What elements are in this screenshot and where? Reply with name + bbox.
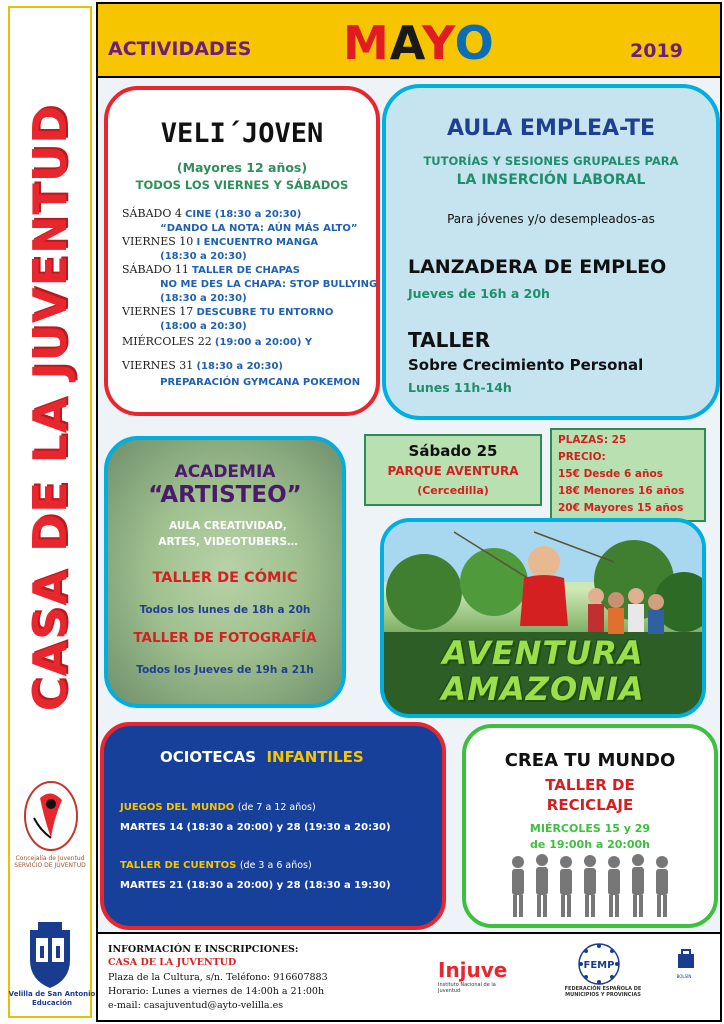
velilla-caption bbox=[8, 990, 96, 1008]
academia-title: ACADEMIA bbox=[174, 462, 276, 482]
veli-schedule-row bbox=[122, 236, 374, 249]
veli-schedule-row bbox=[122, 250, 374, 263]
juegos-fecha: MARTES 14 (18:30 a 20:00) y 28 (19:30 a 20:30) bbox=[120, 822, 391, 833]
veli-schedule-row bbox=[122, 376, 374, 389]
comic-horario: Todos los lunes de 18h a 20h bbox=[139, 604, 311, 616]
month-letter: Y bbox=[421, 16, 455, 70]
crea-horas: de 19:00h a 20:00h bbox=[530, 838, 650, 851]
veli-schedule-row bbox=[122, 320, 374, 333]
ociotecas-title bbox=[160, 748, 364, 766]
header-year: 2019 bbox=[630, 40, 683, 62]
veli-days: TODOS LOS VIERNES Y SÁBADOS bbox=[135, 178, 349, 192]
foto-title: TALLER DE FOTOGRAFÍA bbox=[133, 630, 317, 646]
header bbox=[96, 2, 722, 78]
footer-casa: CASA DE LA JUVENTUD bbox=[108, 957, 237, 968]
veli-activity: (18:30 a 20:30) bbox=[160, 251, 247, 262]
sabado-town: (Cercedilla) bbox=[417, 484, 489, 497]
femp-logo-text: FEMP bbox=[583, 960, 615, 971]
veli-day: VIERNES 31 bbox=[122, 359, 194, 372]
veli-activity: TALLER DE CHAPAS bbox=[192, 265, 300, 276]
children-silhouettes-icon bbox=[506, 852, 682, 922]
juegos-label: JUEGOS DEL MUNDO bbox=[120, 802, 235, 813]
casa-logo-caption: Concejalía de Juventud SERVICIO DE JUVENTUD bbox=[14, 855, 86, 869]
month-letter: A bbox=[389, 16, 422, 70]
cuentos-title bbox=[120, 860, 312, 871]
footer-email[interactable]: e-mail: casajuventud@ayto-velilla.es bbox=[108, 1000, 284, 1011]
veli-activity: I ENCUENTRO MANGA bbox=[196, 237, 319, 248]
foto-horario: Todos los Jueves de 19h a 21h bbox=[136, 664, 314, 676]
aula-tutorias: TUTORÍAS Y SESIONES GRUPALES PARA bbox=[423, 154, 679, 168]
sabado-place: PARQUE AVENTURA bbox=[387, 464, 519, 478]
aula-para: Para jóvenes y/o desempleados-as bbox=[447, 212, 655, 226]
injuve-subtitle: Instituto Nacional de la Juventud bbox=[438, 982, 496, 994]
footer bbox=[96, 932, 722, 1022]
header-month bbox=[343, 16, 495, 70]
academia-subtitle-line2: ARTES, VIDEOTUBERS… bbox=[158, 536, 298, 548]
aventura-line2: AMAZONIA bbox=[441, 670, 645, 708]
header-activities: ACTIVIDADES bbox=[108, 38, 252, 60]
veli-schedule-row bbox=[122, 264, 374, 277]
juegos-age: (de 7 a 12 años) bbox=[237, 802, 316, 813]
academia-subtitle-line1: AULA CREATIVIDAD, bbox=[169, 520, 287, 532]
aula-insercion: LA INSERCIÓN LABORAL bbox=[456, 172, 646, 188]
veli-title: VELI´JOVEN bbox=[160, 118, 324, 149]
veli-age: (Mayores 12 años) bbox=[176, 160, 308, 175]
veli-day: MIÉRCOLES 22 bbox=[122, 335, 212, 348]
veli-activity: “DANDO LA NOTA: AÚN MÁS ALTO” bbox=[160, 223, 358, 234]
veli-schedule-row bbox=[122, 306, 374, 319]
aventura-image bbox=[380, 518, 706, 718]
veli-day: SÁBADO 4 bbox=[122, 207, 182, 220]
sabado-box bbox=[364, 434, 542, 506]
veli-schedule-row bbox=[122, 360, 374, 373]
aventura-line1: AVENTURA bbox=[442, 634, 644, 672]
veli-schedule-row bbox=[122, 336, 374, 349]
veli-schedule-row bbox=[122, 208, 374, 221]
veli-activity: (18:00 a 20:30) bbox=[160, 321, 247, 332]
taller-subtitle: Sobre Crecimiento Personal bbox=[408, 356, 644, 374]
cuentos-fecha: MARTES 21 (18:30 a 20:00) y 28 (18:30 a 19:30) bbox=[120, 880, 391, 891]
lanzadera-title: LANZADERA DE EMPLEO bbox=[408, 256, 667, 278]
academia-panel bbox=[104, 436, 346, 708]
plazas-line: PLAZAS: 25 bbox=[558, 434, 627, 446]
footer-address: Plaza de la Cultura, s/n. Teléfono: 916607883 bbox=[108, 972, 328, 983]
plazas-line: PRECIO: bbox=[558, 451, 606, 463]
cuentos-age: (de 3 a 6 años) bbox=[239, 860, 312, 871]
veli-activity: (19:00 a 20:00) Y bbox=[214, 337, 313, 348]
crea-tu-mundo-panel bbox=[462, 724, 718, 928]
ociotecas-panel bbox=[100, 722, 446, 930]
veli-schedule-row bbox=[122, 292, 374, 305]
veli-activity: NO ME DES LA CHAPA: STOP BULLYING bbox=[160, 279, 378, 290]
academia-name: “ARTISTEO” bbox=[148, 482, 302, 508]
velilla-caption-line1: Velilla de San Antonio bbox=[8, 990, 96, 998]
sidebar-vertical-title: CASA DE LA JUVENTUD bbox=[23, 104, 77, 712]
aula-title: AULA EMPLEA-TE bbox=[447, 116, 655, 141]
month-letter: M bbox=[343, 16, 390, 70]
ociotecas-title-yellow: INFANTILES bbox=[266, 748, 364, 766]
bolsin-subtitle: BOLSÍN bbox=[676, 974, 692, 979]
plazas-line: 15€ Desde 6 años bbox=[558, 468, 663, 480]
footer-horario: Horario: Lunes a viernes de 14:00h a 21:00h bbox=[108, 986, 325, 997]
veli-day: SÁBADO 11 bbox=[122, 263, 189, 276]
plazas-box bbox=[550, 428, 706, 522]
veli-activity: (18:30 a 20:30) bbox=[160, 293, 247, 304]
aula-emplea-panel bbox=[382, 84, 720, 420]
veli-schedule-row bbox=[122, 278, 378, 291]
sabado-title: Sábado 25 bbox=[408, 442, 498, 460]
crea-dias: MIÉRCOLES 15 y 29 bbox=[529, 822, 651, 835]
lanzadera-horario: Jueves de 16h a 20h bbox=[408, 286, 550, 301]
injuve-logo: Injuve bbox=[438, 958, 508, 982]
velilla-shield-icon bbox=[24, 920, 76, 990]
crea-title: CREA TU MUNDO bbox=[504, 750, 676, 771]
ociotecas-title-white: OCIOTECAS bbox=[160, 748, 256, 766]
bolsin-logo-icon bbox=[674, 948, 698, 972]
veli-activity: (18:30 a 20:30) bbox=[196, 361, 283, 372]
veli-joven-panel bbox=[104, 86, 380, 416]
month-letter: O bbox=[454, 16, 495, 70]
veli-activity: PREPARACIÓN GYMCANA POKEMON bbox=[160, 377, 361, 388]
academia-subtitle bbox=[138, 518, 318, 550]
plazas-line: 18€ Menores 16 años bbox=[558, 485, 685, 497]
veli-activity: CINE (18:30 a 20:30) bbox=[185, 209, 302, 220]
femp-subtitle: FEDERACIÓN ESPAÑOLA DE MUNICIPIOS Y PROVINCIAS bbox=[564, 986, 642, 998]
footer-info: INFORMACIÓN E INSCRIPCIONES: bbox=[108, 944, 299, 955]
veli-activity: DESCUBRE TU ENTORNO bbox=[196, 307, 334, 318]
plazas-line: 20€ Mayores 15 años bbox=[558, 502, 684, 514]
juegos-title bbox=[120, 802, 316, 813]
taller-title: TALLER bbox=[408, 328, 491, 352]
veli-day: VIERNES 17 bbox=[122, 305, 194, 318]
taller-horario: Lunes 11h-14h bbox=[408, 380, 512, 395]
crea-sub2: RECICLAJE bbox=[546, 796, 634, 814]
femp-logo-icon bbox=[572, 942, 626, 986]
comic-title: TALLER DE CÓMIC bbox=[152, 570, 298, 586]
velilla-caption-line2: Educación bbox=[32, 999, 72, 1007]
crea-sub1: TALLER DE bbox=[545, 776, 635, 794]
veli-day: VIERNES 10 bbox=[122, 235, 194, 248]
cuentos-label: TALLER DE CUENTOS bbox=[120, 860, 237, 871]
veli-schedule-row bbox=[122, 222, 374, 235]
casa-juventud-logo-icon bbox=[20, 778, 82, 854]
